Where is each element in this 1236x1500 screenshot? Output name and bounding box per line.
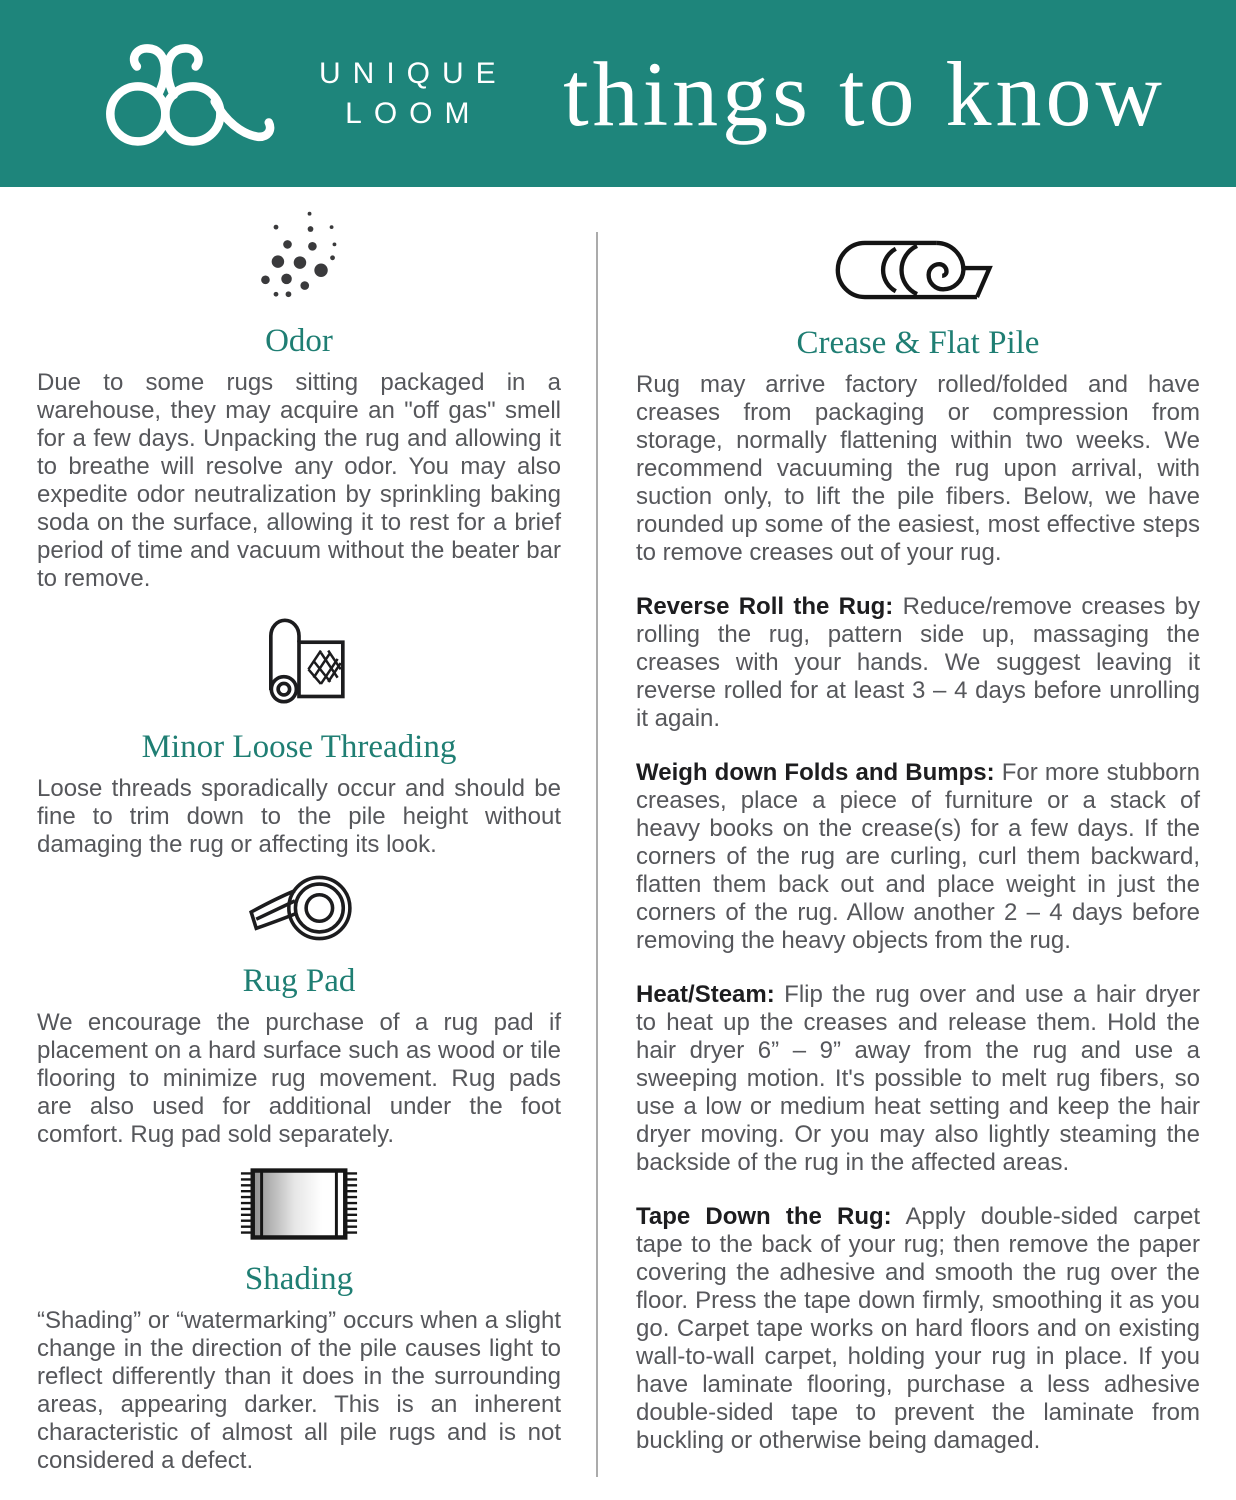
brand [88,38,508,150]
tip-label-reverse-roll: Reverse Roll the Rug: [636,593,894,620]
content-columns [0,187,1236,1475]
tip-heat-steam [636,981,1200,1177]
section-body-threading: Loose threads sporadically occur and should be fine to trim down to the pile height without damaging the rug or affecting its look. [37,775,561,858]
brand-line-loom: LOOM [345,96,482,130]
tip-reverse-roll [636,593,1200,733]
section-body-shading: “Shading” or “watermarking” occurs when a slight change in the direction of the pile causes light to reflect differently than it does in the surrounding areas, appearing darker. This is an inherent characteristic of almost all pile rugs and is not considered a defect. [37,1307,561,1474]
rolled-rug-corner-icon [251,615,347,707]
tip-text-tape-down: Apply double-sided carpet tape to the back of your rug; then remove the paper covering the adhesive and smooth the rug over the floor. Press the tape down firmly, smoothing it as you go. Carpet tape works on hard floors and on existing wall-to-wall carpet, holding your rug in place. If you have laminate flooring, purchase a less adhesive double-sided tape to prevent the laminate from buckling or otherwise being damaged. [636,1203,1201,1454]
tip-text-heat-steam: Flip the rug over and use a hair dryer to heat up the creases and release them. Hold the hair dryer 6” – 9” away from the rug and use a sweeping motion. It's possible to melt rug fibers, so use a low or medium heat setting and keep the hair dryer moving. Or you may also lightly steaming the backside of the rug in the affected areas. [636,981,1200,1176]
brand-wordmark [319,54,508,134]
section-body-rug-pad: We encourage the purchase of a rug pad if placement on a hard surface such as wood or tile flooring to minimize rug movement. Rug pads are also used for additional under the foot comfort. Rug pad sold separately. [37,1009,561,1148]
odor-dots-icon [240,207,358,299]
fringed-rug-shading-icon [237,1165,361,1243]
section-title-threading: Minor Loose Threading [141,729,457,765]
section-odor [37,207,561,593]
tip-text-reverse-roll: Reduce/remove creases by rolling the rug, pattern side up, massaging the creases with your hands. We suggest leaving it reverse rolled for at least 3 – 4 days before unrolling it again. [636,593,1201,732]
section-minor-loose-threading [37,615,561,859]
unique-loom-logo-icon [88,38,293,150]
header-banner [0,0,1236,187]
section-body-odor: Due to some rugs sitting packaged in a warehouse, they may acquire an "off gas" smell for a few days. Unpacking the rug and allowing it to breathe will resolve any odor. You may also expedite odor neutralization by sprinkling baking soda on the surface, allowing it to rest for a brief period of time and vacuum without the beater bar to remove. [37,369,561,592]
crease-intro: Rug may arrive factory rolled/folded and have creases from packaging or compression from storage, normally flattening within two weeks. We recommend vacuuming the rug upon arrival, with suction only, to lift the pile fibers. Below, we have rounded up some of the easiest, most effective steps to remove creases out of your rug. [636,371,1200,566]
tip-label-weigh-down: Weigh down Folds and Bumps: [636,759,995,786]
tip-tape-down [636,1203,1200,1455]
left-column [0,187,598,1475]
right-column [598,187,1236,1475]
tip-label-heat-steam: Heat/Steam: [636,981,775,1008]
column-divider [596,232,598,1477]
section-title-rug-pad: Rug Pad [242,963,356,999]
tip-label-tape-down: Tape Down the Rug: [636,1203,892,1230]
brand-line-unique: UNIQUE [319,56,508,90]
rolled-rug-end-icon [832,239,1004,301]
tip-text-weigh-down: For more stubborn creases, place a piece of furniture or a stack of heavy books on the crease(s) for a few days. If the corners of the rug are curling, curl them backward, flatten them back out and place weight in just the corners of the rug. Allow another 2 – 4 days before removing the heavy objects from the rug. [636,759,1200,954]
tip-weigh-down [636,759,1200,955]
page-title: things to know [563,42,1166,145]
rug-pad-roll-icon [242,871,356,945]
section-title-odor: Odor [265,323,333,359]
section-rug-pad [37,869,561,1149]
section-title-shading: Shading [244,1261,354,1297]
section-title-crease: Crease & Flat Pile [796,325,1040,361]
section-shading [37,1163,561,1475]
